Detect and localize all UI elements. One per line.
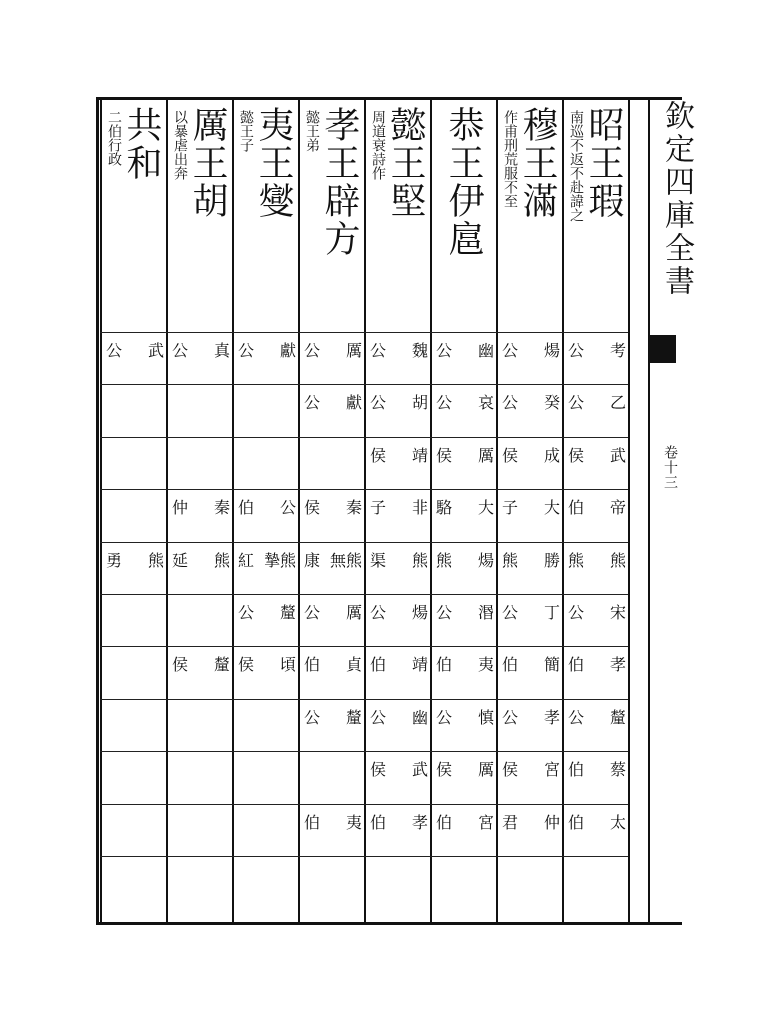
cell-title: 勇 <box>106 550 123 570</box>
table-cell <box>234 332 300 382</box>
cell-title: 公 <box>502 707 519 727</box>
cell-title: 紅 <box>238 550 255 570</box>
table-cell <box>432 332 498 382</box>
ruler-note: 懿王弟 <box>304 110 320 152</box>
cell-name: 釐 <box>279 603 296 622</box>
cell-name: 武 <box>609 445 626 465</box>
cell-title: 伯 <box>370 655 387 675</box>
cell-title: 延 <box>172 550 189 570</box>
cell-title: 公 <box>568 341 585 360</box>
cell-name: 孝 <box>543 707 560 727</box>
table-cell <box>300 594 366 644</box>
cell-title: 公 <box>238 603 255 622</box>
table-cell <box>168 489 234 539</box>
cell-title: 仲 <box>172 498 189 518</box>
cell-name: 厲 <box>345 603 362 622</box>
cell-name: 蔡 <box>609 760 626 780</box>
cell-title: 子 <box>502 498 519 518</box>
cell-title: 伯 <box>436 655 453 675</box>
cell-title: 駱 <box>436 498 453 518</box>
cell-title: 侯 <box>304 498 321 518</box>
cell-title: 伯 <box>238 498 255 518</box>
cell-name: 簡 <box>543 655 560 675</box>
ruler-note: 懿王子 <box>238 110 254 152</box>
table-cell <box>366 699 432 749</box>
ruler-name: 共和 <box>121 106 162 182</box>
cell-title: 公 <box>304 603 321 622</box>
table-cell <box>168 542 234 592</box>
ruler-note: 南巡不返不赴諱之 <box>568 110 584 222</box>
ruler-header <box>232 106 298 328</box>
volume-label: 卷十三 <box>662 445 678 490</box>
table-cell <box>498 489 564 539</box>
cell-name: 大 <box>477 498 494 518</box>
ruler-note: 二伯行政 <box>106 110 122 166</box>
cell-name: 仲 <box>543 812 560 832</box>
cell-title: 熊 <box>502 550 519 570</box>
cell-title: 伯 <box>502 655 519 675</box>
cell-name: 湣 <box>477 603 494 622</box>
table-cell <box>498 646 564 696</box>
ruler-name: 厲王胡 <box>187 106 228 220</box>
table-cell <box>564 804 630 854</box>
table-cell <box>102 542 168 592</box>
table-cell <box>366 594 432 644</box>
cell-title: 伯 <box>370 812 387 832</box>
table-cell <box>564 542 630 592</box>
cell-title: 伯 <box>304 812 321 832</box>
ruler-name: 恭王伊扈 <box>443 106 484 258</box>
ruler-name: 穆王滿 <box>517 106 558 220</box>
cell-name: 哀 <box>477 393 494 413</box>
cell-title: 公 <box>436 341 453 360</box>
table-cell <box>300 804 366 854</box>
cell-name: 公 <box>279 498 296 518</box>
table-cell <box>564 646 630 696</box>
cell-title: 君 <box>502 812 519 832</box>
table-cell <box>564 699 630 749</box>
cell-title: 伯 <box>304 655 321 675</box>
cell-title: 公 <box>436 393 453 413</box>
cell-name: 宋 <box>609 603 626 622</box>
cell-title: 侯 <box>502 760 519 780</box>
table-cell <box>564 384 630 434</box>
cell-name: 摯熊 <box>263 550 296 570</box>
ruler-name: 懿王堅 <box>385 106 426 220</box>
table-cell <box>498 437 564 487</box>
cell-title: 伯 <box>436 812 453 832</box>
cell-name: 太 <box>609 812 626 832</box>
table-cell <box>300 699 366 749</box>
cell-title: 公 <box>370 341 387 360</box>
table-cell <box>168 646 234 696</box>
table-cell <box>498 751 564 801</box>
ruler-header <box>166 106 232 328</box>
table-cell <box>300 384 366 434</box>
cell-name: 癸 <box>543 393 560 413</box>
table-cell <box>432 542 498 592</box>
cell-name: 釐 <box>609 707 626 727</box>
fishtail-mark <box>650 335 676 363</box>
ruler-name: 昭王瑕 <box>583 106 624 220</box>
cell-name: 夷 <box>477 655 494 675</box>
cell-name: 魏 <box>411 341 428 360</box>
table-cell <box>168 332 234 382</box>
cell-title: 伯 <box>568 498 585 518</box>
ruler-header <box>562 106 628 328</box>
table-cell <box>234 646 300 696</box>
cell-name: 秦 <box>213 498 230 518</box>
table-cell <box>498 594 564 644</box>
cell-title: 熊 <box>568 550 585 570</box>
table-cell <box>366 384 432 434</box>
cell-name: 秦 <box>345 498 362 518</box>
cell-title: 公 <box>568 603 585 622</box>
cell-title: 公 <box>502 603 519 622</box>
cell-title: 公 <box>436 707 453 727</box>
cell-name: 考 <box>609 341 626 360</box>
ruler-header <box>430 106 496 328</box>
cell-title: 公 <box>172 341 189 360</box>
cell-name: 無熊 <box>329 550 362 570</box>
cell-title: 侯 <box>370 760 387 780</box>
table-cell <box>564 594 630 644</box>
table-cell <box>300 489 366 539</box>
cell-title: 公 <box>370 603 387 622</box>
cell-title: 侯 <box>436 445 453 465</box>
cell-name: 胡 <box>411 393 428 413</box>
cell-title: 渠 <box>370 550 387 570</box>
table-cell <box>432 489 498 539</box>
book-title: 欽定四庫全書 <box>659 100 694 298</box>
cell-name: 乙 <box>609 393 626 413</box>
table-cell <box>564 751 630 801</box>
ruler-header <box>364 106 430 328</box>
ruler-name: 夷王燮 <box>253 106 294 220</box>
cell-name: 煬 <box>411 603 428 622</box>
cell-title: 侯 <box>436 760 453 780</box>
cell-title: 康 <box>304 550 321 570</box>
cell-name: 煬 <box>477 550 494 570</box>
table-cell <box>432 646 498 696</box>
table-cell <box>498 332 564 382</box>
table-cell <box>300 646 366 696</box>
table-cell <box>432 384 498 434</box>
cell-name: 宮 <box>543 760 560 780</box>
cell-title: 侯 <box>502 445 519 465</box>
cell-title: 伯 <box>568 655 585 675</box>
cell-name: 熊 <box>213 550 230 570</box>
table-cell <box>432 437 498 487</box>
cell-name: 真 <box>213 341 230 360</box>
cell-name: 厲 <box>477 445 494 465</box>
cell-title: 侯 <box>370 445 387 465</box>
cell-title: 侯 <box>172 655 189 675</box>
table-cell <box>366 804 432 854</box>
cell-name: 武 <box>147 341 164 360</box>
ruler-header <box>100 106 166 328</box>
cell-name: 貞 <box>345 655 362 675</box>
cell-name: 幽 <box>477 341 494 360</box>
cell-name: 靖 <box>411 655 428 675</box>
cell-title: 公 <box>304 393 321 413</box>
table-cell <box>366 437 432 487</box>
ruler-note: 以暴虐出奔 <box>172 110 188 180</box>
cell-name: 大 <box>543 498 560 518</box>
cell-title: 公 <box>106 341 123 360</box>
cell-name: 獻 <box>279 341 296 360</box>
table-cell <box>498 542 564 592</box>
cell-title: 侯 <box>238 655 255 675</box>
cell-name: 厲 <box>477 760 494 780</box>
cell-title: 公 <box>436 603 453 622</box>
cell-title: 子 <box>370 498 387 518</box>
cell-name: 熊 <box>411 550 428 570</box>
row-divider <box>100 856 628 857</box>
cell-title: 伯 <box>568 812 585 832</box>
cell-name: 勝 <box>543 550 560 570</box>
cell-name: 煬 <box>543 341 560 360</box>
cell-name: 釐 <box>213 655 230 675</box>
cell-name: 宮 <box>477 812 494 832</box>
cell-name: 成 <box>543 445 560 465</box>
cell-name: 孝 <box>609 655 626 675</box>
table-cell <box>366 646 432 696</box>
cell-title: 公 <box>502 341 519 360</box>
table-cell <box>234 594 300 644</box>
cell-name: 靖 <box>411 445 428 465</box>
cell-name: 非 <box>411 498 428 518</box>
ruler-note: 周道衰詩作 <box>370 110 386 180</box>
table-cell <box>366 489 432 539</box>
table-cell <box>498 804 564 854</box>
table-cell <box>432 699 498 749</box>
cell-title: 公 <box>502 393 519 413</box>
cell-name: 頃 <box>279 655 296 675</box>
cell-title: 侯 <box>568 445 585 465</box>
table-cell <box>234 489 300 539</box>
cell-name: 幽 <box>411 707 428 727</box>
cell-title: 伯 <box>568 760 585 780</box>
ruler-name: 孝王辟方 <box>319 106 360 258</box>
table-cell <box>564 489 630 539</box>
cell-name: 釐 <box>345 707 362 727</box>
table-cell <box>366 751 432 801</box>
cell-title: 公 <box>370 393 387 413</box>
cell-name: 武 <box>411 760 428 780</box>
table-cell <box>564 437 630 487</box>
cell-title: 公 <box>568 707 585 727</box>
ruler-note: 作甫刑荒服不至 <box>502 110 518 208</box>
ruler-header <box>496 106 562 328</box>
cell-name: 孝 <box>411 812 428 832</box>
cell-name: 丁 <box>543 603 560 622</box>
table-cell <box>498 384 564 434</box>
table-cell <box>366 542 432 592</box>
cell-name: 帝 <box>609 498 626 518</box>
table-cell <box>564 332 630 382</box>
cell-title: 公 <box>568 393 585 413</box>
cell-title: 熊 <box>436 550 453 570</box>
table-cell <box>234 542 300 592</box>
cell-title: 公 <box>370 707 387 727</box>
ruler-header <box>298 106 364 328</box>
cell-name: 厲 <box>345 341 362 360</box>
table-cell <box>432 804 498 854</box>
cell-name: 獻 <box>345 393 362 413</box>
cell-name: 熊 <box>147 550 164 570</box>
cell-title: 公 <box>238 341 255 360</box>
table-cell <box>432 594 498 644</box>
table-cell <box>366 332 432 382</box>
table-cell <box>300 542 366 592</box>
cell-name: 熊 <box>609 550 626 570</box>
table-cell <box>432 751 498 801</box>
cell-name: 夷 <box>345 812 362 832</box>
cell-title: 公 <box>304 341 321 360</box>
table-cell <box>498 699 564 749</box>
table-cell <box>300 332 366 382</box>
cell-name: 慎 <box>477 707 494 727</box>
table-cell <box>102 332 168 382</box>
cell-title: 公 <box>304 707 321 727</box>
